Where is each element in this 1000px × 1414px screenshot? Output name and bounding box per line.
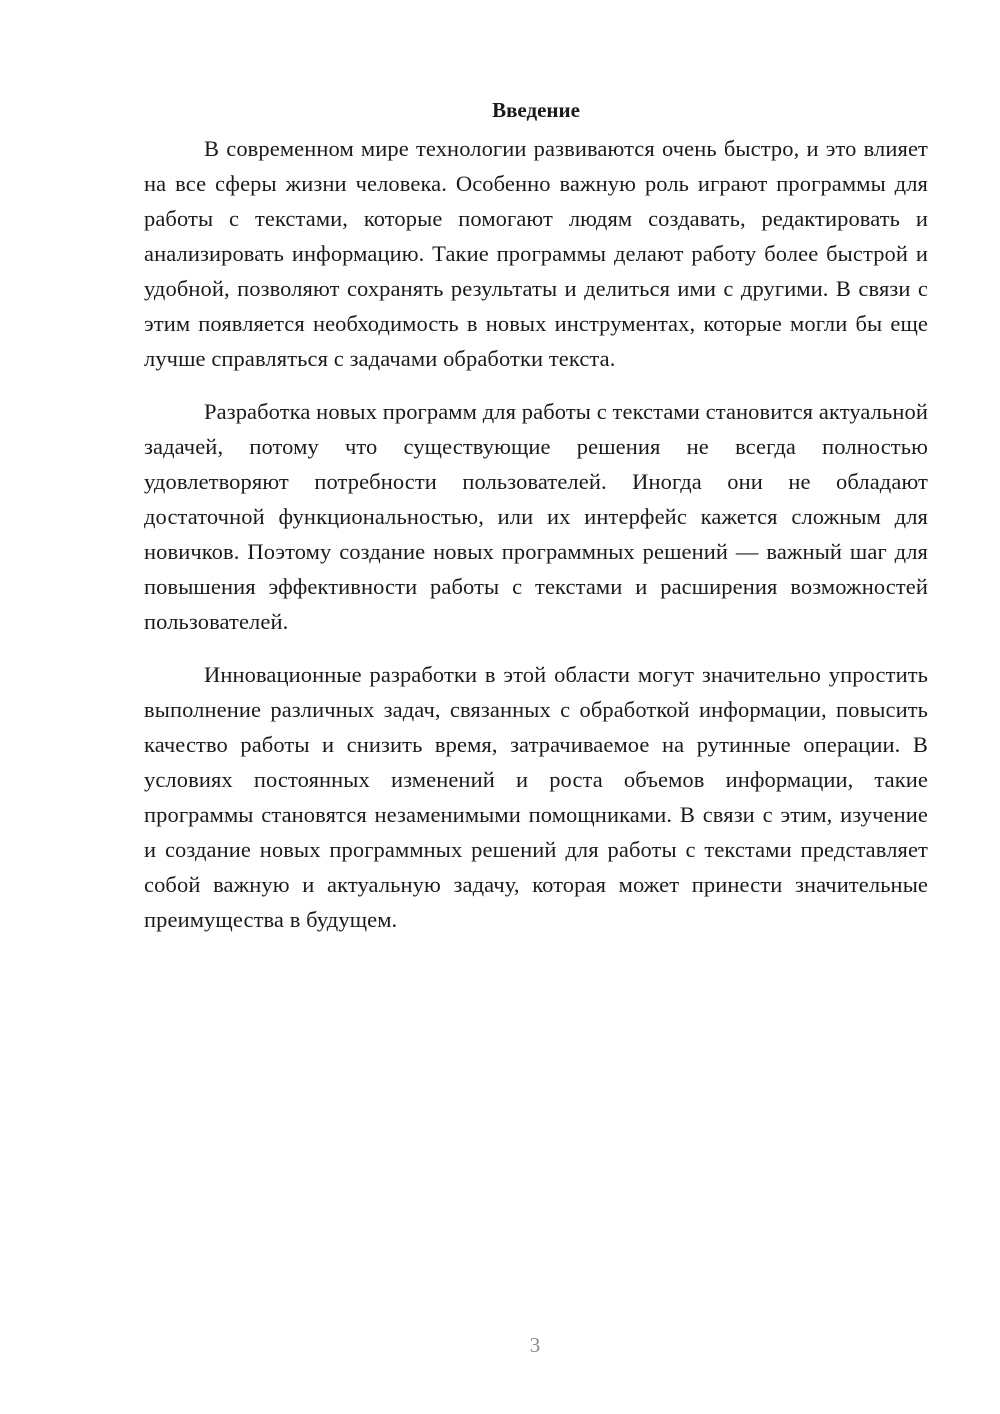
section-heading: Введение (492, 98, 580, 122)
paragraph-1: В современном мире технологии развиваются очень быстро, и это влияет на все сферы жизни человека. Особенно важную роль играют программы для работы с текстами, которые помогают людям создавать, редактировать и анализировать информацию. Такие программы делают работу более быстрой и удобной, позволяют сохранять результаты и делиться ими с другими. В связи с этим появляется необходимость в новых инструментах, которые могли бы еще лучше справляться с задачами обработки текста. (144, 136, 928, 371)
paragraph-2: Разработка новых программ для работы с текстами становится актуальной задачей, потому что существующие решения не всегда полностью удовлетворяют потребности пользователей. Иногда они не обладают достаточной функциональностью, или их интерфейс кажется сложным для новичков. Поэтому создание новых программных решений — важный шаг для повышения эффективности работы с текстами и расширения возможностей пользователей. (144, 399, 928, 634)
document-body (144, 94, 928, 955)
paragraph-3: Инновационные разработки в этой области могут значительно упростить выполнение различных задач, связанных с обработкой информации, повысить качество работы и снизить время, затрачиваемое на рутинные операции. В условиях постоянных изменений и роста объемов информации, такие программы становятся незаменимыми помощниками. В связи с этим, изучение и создание новых программных решений для работы с текстами представляет собой важную и актуальную задачу, которая может принести значительные преимущества в будущем. (144, 662, 928, 932)
page-number: 3 (529, 1333, 541, 1357)
